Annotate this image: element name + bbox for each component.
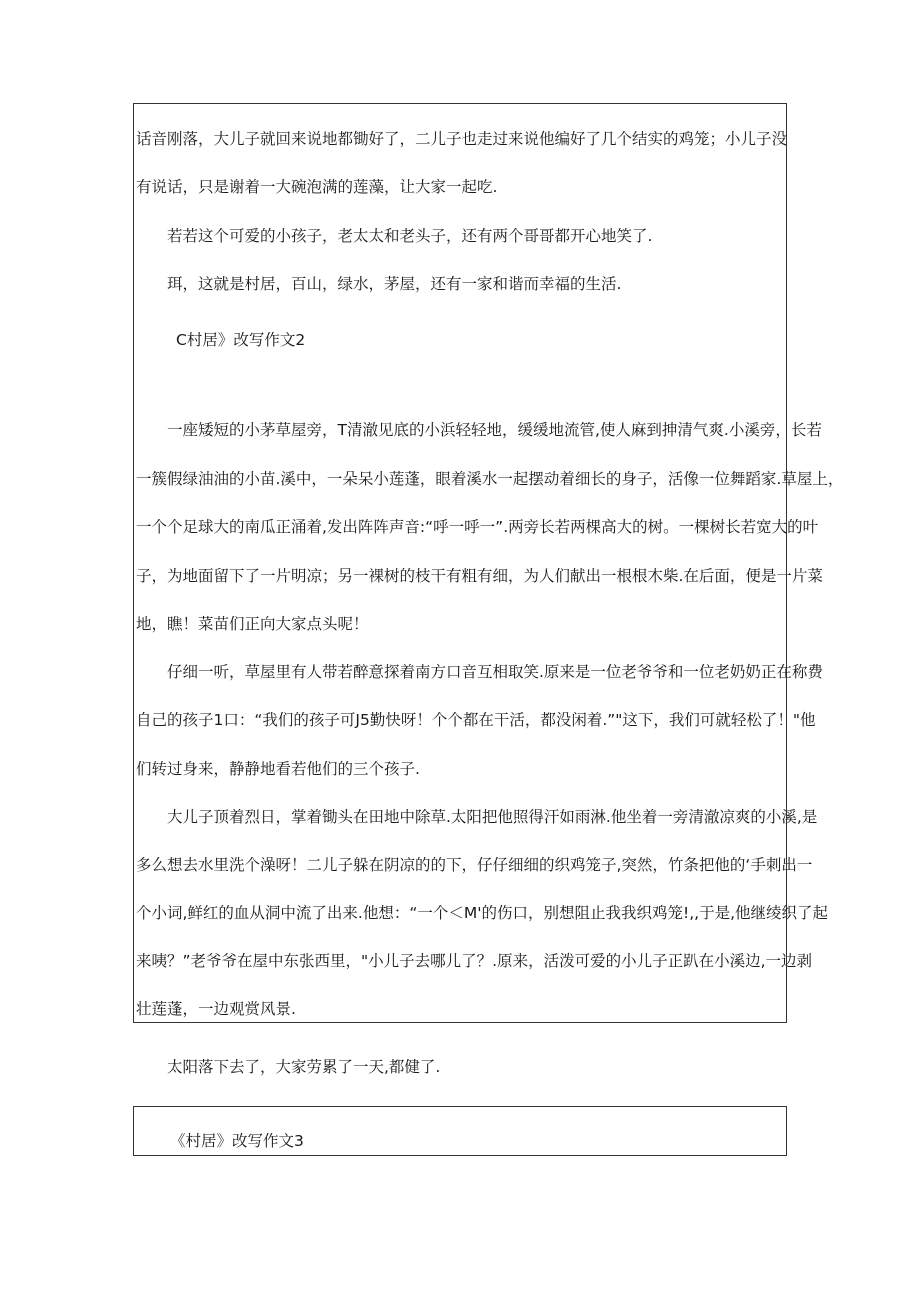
text-line: 自己的孩子1口：“我们的孩子可J5勤快呀！个个都在干活，都没闲着.”"这下，我们可就轻松了！"他 <box>136 711 816 729</box>
text-line: 话音刚落，大儿子就回来说地都锄好了，二儿子也走过来说他编好了几个结实的鸡笼；小儿子没 <box>136 130 788 148</box>
section-heading: C村居》改写作文2 <box>176 331 306 349</box>
text-line: 太阳落下去了，大家劳累了一天,都健了. <box>167 1058 441 1076</box>
text-line: 珥，这就是村居，百山，绿水，茅屋，还有一家和谐而幸福的生活. <box>167 275 622 293</box>
text-line: 个小词,鲜红的血从洞中流了出来.他想：“一个＜M'的伤口，别想阻止我我织鸡笼!,,于是,他继绫织了起 <box>136 904 829 922</box>
text-line: 一簇假绿油油的小苗.溪中，一朵呆小莲蓬，眼着溪水一起摆动着细长的身子，活像一位舞蹈家.草屋上， <box>136 470 844 488</box>
text-line: 子，为地面留下了一片明凉；另一裸树的枝干有粗有细，为人们献出一根根木柴.在后面，便是一片菜 <box>136 567 823 585</box>
text-line: 大儿子顶着烈日，掌着锄头在田地中除草.太阳把他照得汗如雨淋.他坐着一旁清澈凉爽的小溪,是 <box>167 808 818 826</box>
text-line: 壮莲蓬，一边观赏风景. <box>136 1000 296 1018</box>
text-line: 仔细一听，草屋里有人带若醉意探着南方口音互相取笑.原来是一位老爷爷和一位老奶奶正在称费 <box>167 663 823 681</box>
text-line: 若若这个可爱的小孩子，老太太和老头子，还有两个哥哥都开心地笑了. <box>167 227 653 245</box>
text-line: 来咦？”老爷爷在屋中东张西里，"小儿子去哪儿了？.原来，活泼可爱的小儿子正趴在小溪边,一边剥 <box>136 952 813 970</box>
text-line: 们转过身来，静静地看若他们的三个孩子. <box>136 760 420 778</box>
section-heading: 《村居》改写作文3 <box>170 1132 304 1150</box>
text-line: 有说话，只是谢着一大碗泡满的莲藻，让大家一起吃. <box>136 178 498 196</box>
text-line: 一个个足球大的南瓜正涌着,发出阵阵声音:“呼一呼一”.两旁长若两棵高大的树。一棵树长若宽大的叶 <box>136 518 819 536</box>
text-line: 多么想去水里洗个澡呀！二儿子躲在阴凉的的下，仔仔细细的织鸡笼子,突然，竹条把他的‘手刺出一 <box>136 856 813 874</box>
text-line: 一座矮短的小茅草屋旁，T清澈见底的小浜轻轻地，缓缓地流管,使人麻到抻清气爽.小溪旁，长若 <box>167 421 822 439</box>
text-line: 地，瞧！菜苗们正向大家点头呢！ <box>136 615 369 633</box>
